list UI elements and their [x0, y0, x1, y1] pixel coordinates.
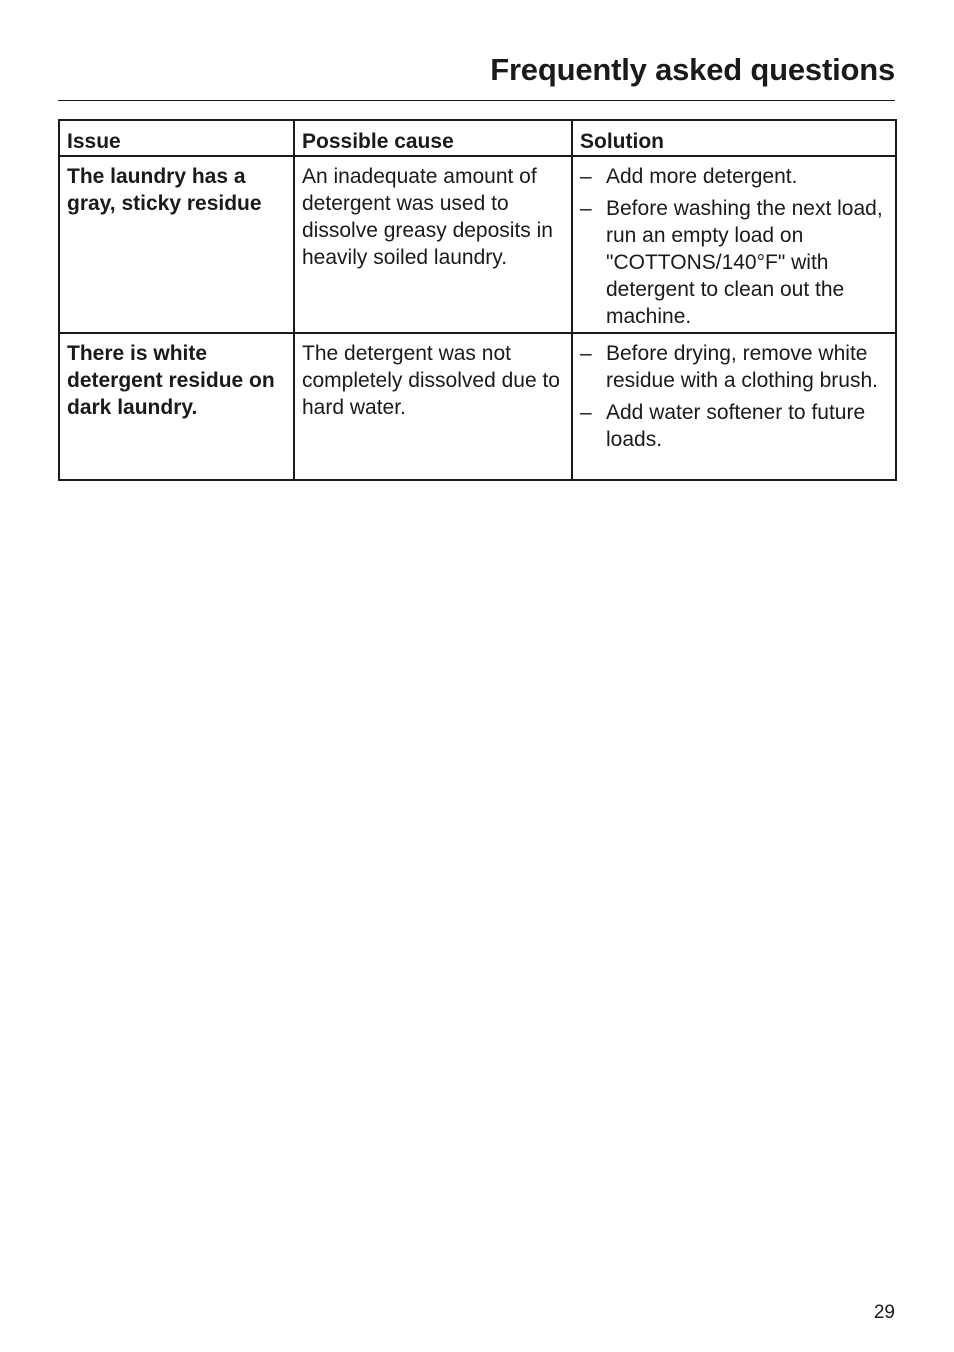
column-header-issue: Issue: [59, 120, 294, 156]
title-divider: [58, 100, 895, 101]
dash-bullet: –: [580, 342, 592, 365]
column-header-solution: Solution: [572, 120, 896, 156]
solution-item: [580, 340, 888, 394]
table-row: [59, 333, 896, 480]
dash-bullet: –: [580, 197, 592, 220]
solution-item: [580, 195, 888, 330]
solution-text: Add more detergent.: [606, 165, 798, 188]
issue-cell: The laundry has a gray, sticky residue: [59, 156, 294, 333]
table-header-row: [59, 120, 896, 156]
page-number: 29: [873, 1302, 895, 1323]
solution-item: [580, 399, 888, 453]
cause-cell: An inadequate amount of detergent was used to dissolve greasy deposits in heavily soiled laundry.: [294, 156, 572, 333]
solution-text: Before washing the next load, run an empty load on "COTTONS/140°F" with detergent to clean out the machine.: [606, 197, 883, 328]
solution-cell: [572, 333, 896, 480]
solution-list: [580, 163, 888, 330]
table-row: [59, 156, 896, 333]
solution-list: [580, 340, 888, 453]
solution-cell: [572, 156, 896, 333]
faq-table: [58, 119, 897, 481]
issue-cell: There is white detergent residue on dark laundry.: [59, 333, 294, 480]
column-header-possible-cause: Possible cause: [294, 120, 572, 156]
cause-cell: The detergent was not completely dissolved due to hard water.: [294, 333, 572, 480]
dash-bullet: –: [580, 165, 592, 188]
solution-item: [580, 163, 888, 190]
solution-text: Before drying, remove white residue with a clothing brush.: [606, 342, 878, 392]
solution-text: Add water softener to future loads.: [606, 401, 866, 451]
dash-bullet: –: [580, 401, 592, 424]
page-title: Frequently asked questions: [490, 52, 895, 87]
